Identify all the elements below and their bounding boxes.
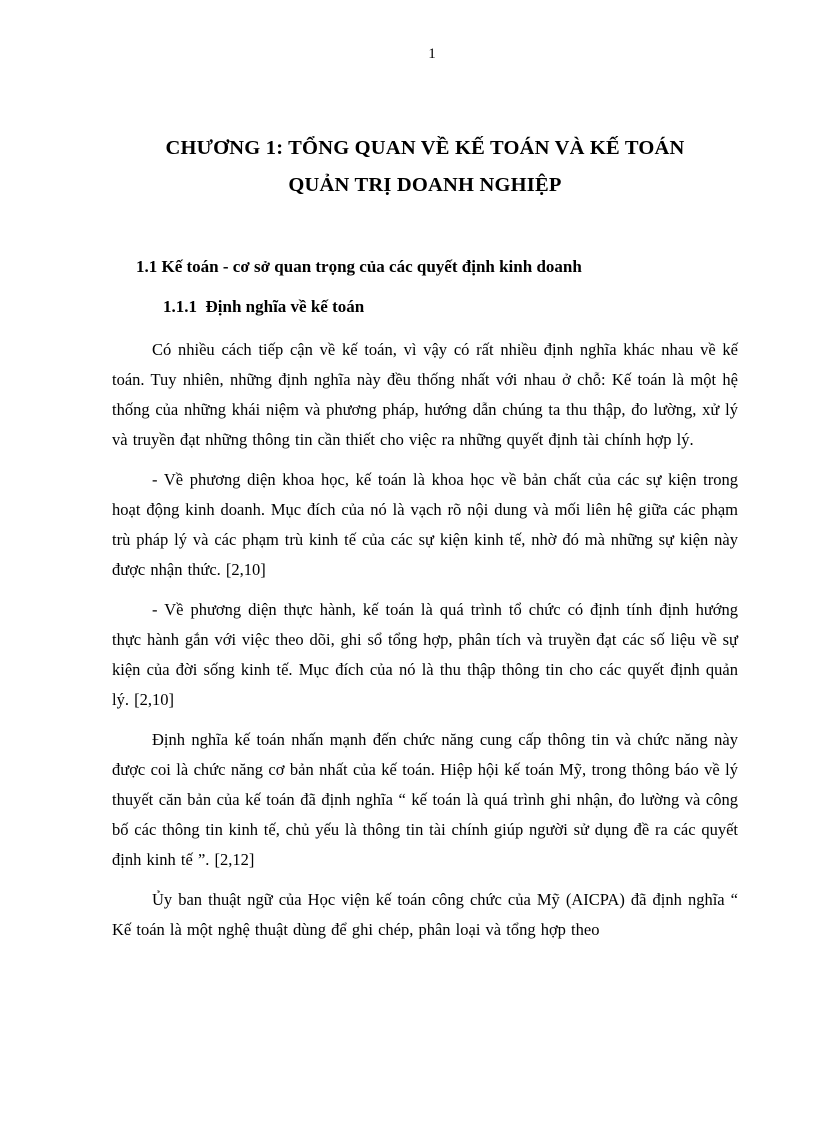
- body-paragraph: Ủy ban thuật ngữ của Học viện kế toán công chức của Mỹ (AICPA) đã định nghĩa “ Kế toán là một nghệ thuật dùng để ghi chép, phân loại và tổng hợp theo: [112, 890, 738, 939]
- chapter-title: CHƯƠNG 1: TỔNG QUAN VỀ KẾ TOÁN VÀ KẾ TOÁN QUẢN TRỊ DOANH NGHIỆP: [165, 137, 685, 196]
- body-paragraph: - Về phương diện thực hành, kế toán là quá trình tổ chức có định tính định hướng thực hành gắn với việc theo dõi, ghi sổ tổng hợp, phân tích và truyền đạt các số liệu về sự kiện của đời sống kinh tế. Mục đích của nó là thu thập thông tin cho các quyết định quản lý. [2,10]: [112, 600, 738, 709]
- section-heading-1-1: 1.1 Kế toán - cơ sở quan trọng của các quyết định kinh doanh: [136, 257, 582, 276]
- subsection-heading-1-1-1: 1.1.1 Định nghĩa về kế toán: [163, 297, 365, 316]
- body-paragraph: Có nhiều cách tiếp cận về kế toán, vì vậy có rất nhiều định nghĩa khác nhau về kế toán. Tuy nhiên, những định nghĩa này đều thống nhất với nhau ở chỗ: Kế toán là một hệ thống của những khái niệm và phương pháp, hướng dẫn chúng ta thu thập, đo lường, xử lý và truyền đạt những thông tin cần thiết cho việc ra những quyết định tài chính hợp lý.: [112, 340, 738, 449]
- body-paragraph: Định nghĩa kế toán nhấn mạnh đến chức năng cung cấp thông tin và chức năng này được coi là chức năng cơ bản nhất của kế toán. Hiệp hội kế toán Mỹ, trong thông báo về lý thuyết căn bản của kế toán đã định nghĩa “ kế toán là quá trình ghi nhận, đo lường và công bố các thông tin kinh tế, chủ yếu là thông tin tài chính giúp người sử dụng đề ra các quyết định kinh tế ”. [2,12]: [112, 730, 738, 869]
- body-paragraph: - Về phương diện khoa học, kế toán là khoa học về bản chất của các sự kiện trong hoạt động kinh doanh. Mục đích của nó là vạch rõ nội dung và mối liên hệ giữa các phạm trù pháp lý và các phạm trù kinh tế của các sự kiện kinh tế, nhờ đó mà những sự kiện này được nhận thức. [2,10]: [112, 470, 738, 579]
- page-number: 1: [428, 46, 436, 62]
- body-text: [112, 335, 738, 945]
